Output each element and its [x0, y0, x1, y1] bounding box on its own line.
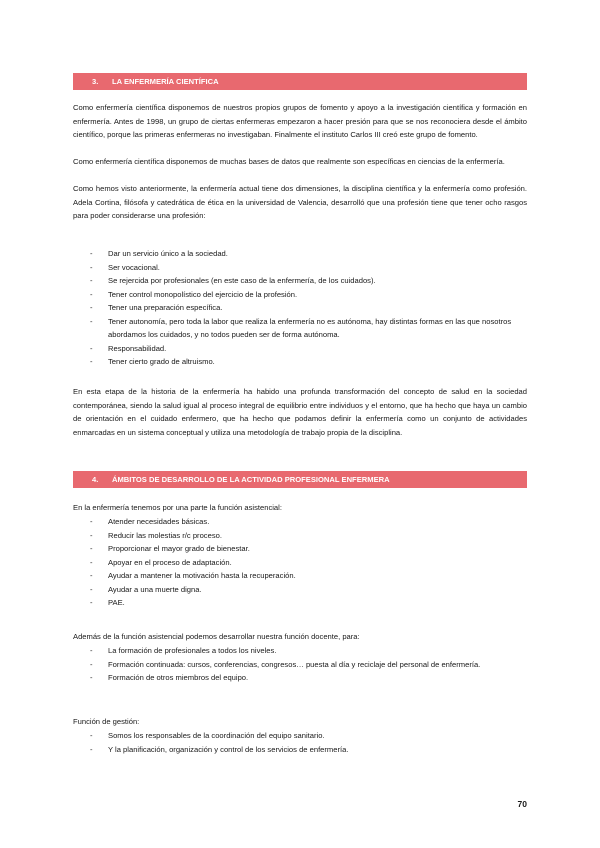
list-item: - Ser vocacional.: [90, 262, 160, 272]
section-4-number: 4.: [92, 475, 99, 484]
section-4-title: ÁMBITOS DE DESARROLLO DE LA ACTIVIDAD PROFESIONAL ENFERMERA: [112, 475, 390, 484]
section-3-number: 3.: [92, 77, 99, 86]
section-3-closing-paragraph: En esta etapa de la historia de la enfermería ha habido una profunda transformación del concepto de salud en la sociedad contemporánea, siendo la salud igual al proceso integral de equilibrio entre individuos y el entorno, que ha hecho que haya un cambio de orientación en el cuidado enfermero, que ha hecho que podamos definir la enfermería como un conjunto de actividades enmarcadas en un sistema conceptual y utiliza una metodología de trabajo propia de la disciplina.: [73, 387, 527, 437]
asistencial-intro: En la enfermería tenemos por una parte la función asistencial:: [73, 503, 282, 512]
list-item: - Formación continuada: cursos, conferencias, congresos… puesta al día y reciclaje del personal de enfermería.: [90, 659, 481, 669]
list-item: - Tener una preparación específica.: [90, 303, 223, 312]
list-item: - Dar un servicio único a la sociedad.: [90, 249, 228, 258]
list-item: - Tener autonomía, pero toda la labor que realiza la enfermería no es autónoma, hay distintas formas en las que nosotros abordamos los cuidados, y no todos pueden ser de forma autónoma.: [90, 316, 512, 339]
section-4-header: [73, 471, 527, 488]
list-item: - Atender necesidades básicas.: [90, 517, 210, 526]
section-3-paragraph-3: Como hemos visto anteriormente, la enfermería actual tiene dos dimensiones, la disciplina científica y la enfermería como profesión. Adela Cortina, filósofa y catedrática de ética en la universidad de Valencia, desarrolló que una profesión tiene que tener ocho rasgos para poder considerarse una profesión:: [73, 184, 527, 220]
section-3-paragraph-2: Como enfermería científica disponemos de muchas bases de datos que realmente son específicas en ciencias de la enfermería.: [73, 157, 505, 166]
asistencial-list: [73, 515, 527, 610]
list-item: - PAE.: [90, 598, 125, 607]
list-item: - Proporcionar el mayor grado de bienestar.: [90, 544, 250, 553]
list-item: - Y la planificación, organización y control de los servicios de enfermería.: [90, 744, 349, 754]
list-item: - Ayudar a una muerte digna.: [90, 584, 202, 594]
list-item: - Se rejercida por profesionales (en este caso de la enfermería, de los cuidados).: [90, 276, 376, 285]
docente-intro: Además de la función asistencial podemos desarrollar nuestra función docente, para:: [73, 632, 360, 641]
list-item: - Reducir las molestias r/c proceso.: [90, 530, 222, 540]
section-3-paragraph-1: Como enfermería científica disponemos de nuestros propios grupos de fomento y apoyo a la investigación científica y formación en enfermería. Antes de 1998, un grupo de ciertas enfermeras empezaron a hacer presión para que se nos reconociera desde el ámbito científico, porque las primeras enfermeras no investigaban. Finalmente el instituto Carlos III creó este grupo de fomento.: [73, 103, 527, 139]
page-number: 70: [517, 799, 527, 809]
gestion-intro: Función de gestión:: [73, 717, 140, 726]
section-3-title: LA ENFERMERÍA CIENTÍFICA: [112, 77, 219, 86]
list-item: - Responsabilidad.: [90, 343, 167, 353]
gestion-list: [73, 729, 527, 756]
list-item: - Tener control monopolístico del ejercicio de la profesión.: [90, 289, 298, 299]
list-item: - Somos los responsables de la coordinación del equipo sanitario.: [90, 731, 325, 740]
profession-traits-list: [73, 247, 527, 369]
list-item: - Apoyar en el proceso de adaptación.: [90, 557, 232, 567]
list-item: - Formación de otros miembros del equipo.: [90, 673, 249, 682]
list-item: - Ayudar a mantener la motivación hasta la recuperación.: [90, 571, 296, 580]
list-item: - La formación de profesionales a todos los niveles.: [90, 646, 277, 655]
docente-list: [73, 644, 527, 685]
list-item: - Tener cierto grado de altruismo.: [90, 357, 215, 366]
section-3-header: [73, 73, 527, 90]
